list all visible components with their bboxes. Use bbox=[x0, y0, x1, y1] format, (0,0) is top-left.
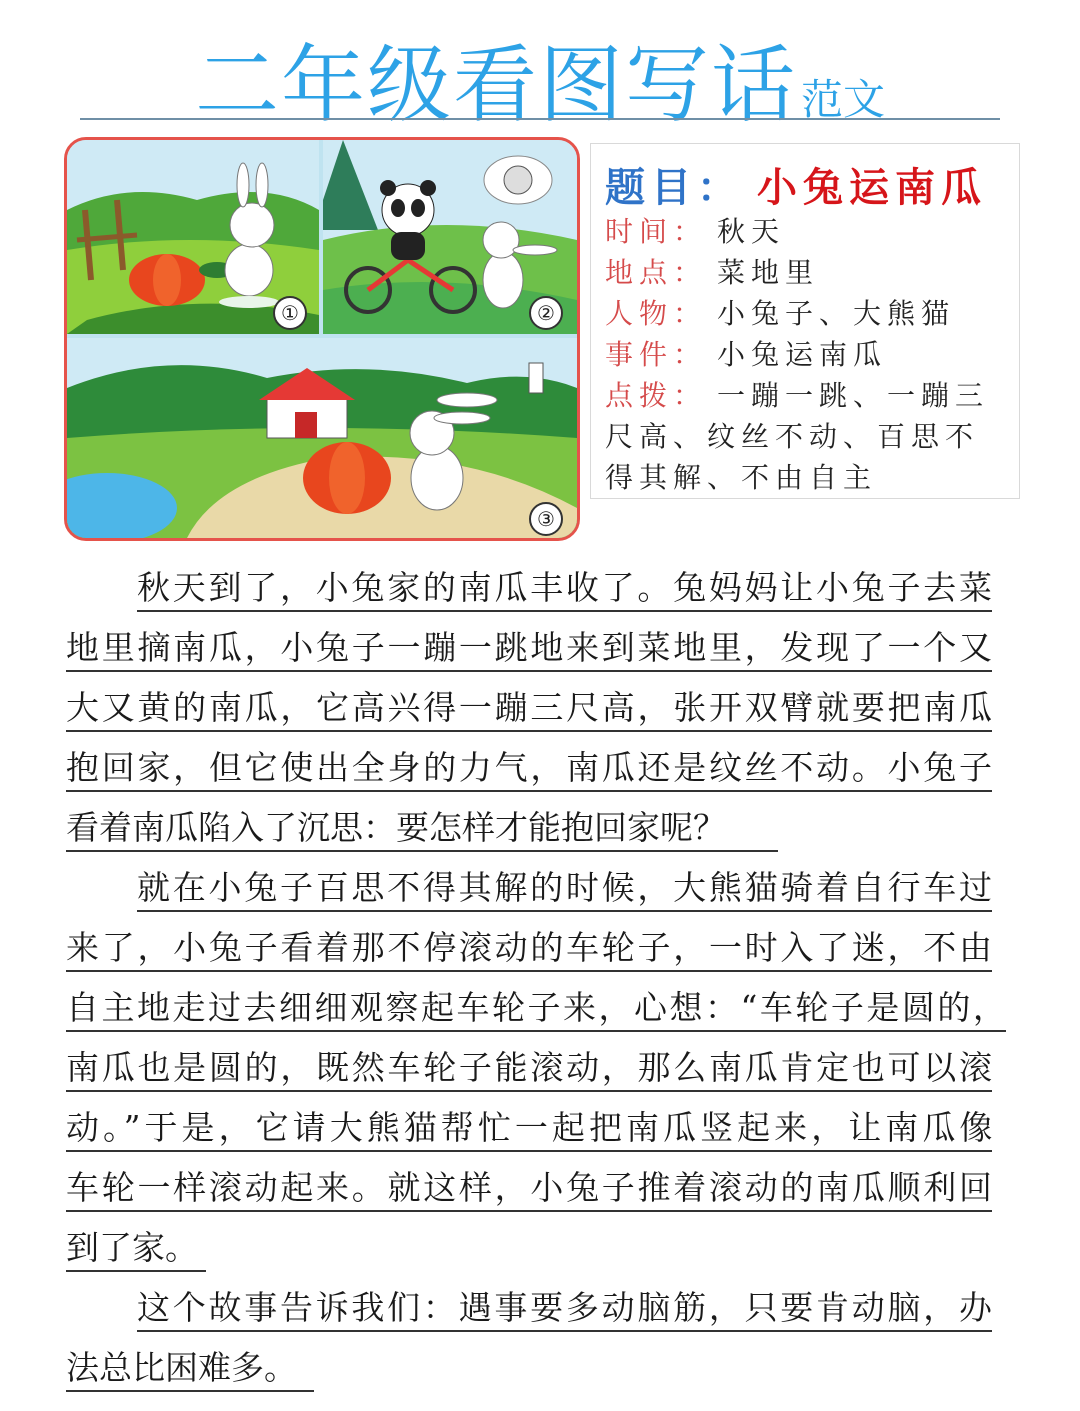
essay-text: 看着南瓜陷入了沉思：要怎样才能抱回家呢？ bbox=[66, 808, 726, 847]
info-value: 小兔子、大熊猫 bbox=[717, 297, 956, 330]
essay-line bbox=[66, 926, 995, 972]
essay-text: 南瓜也是圆的，既然车轮子能滚动，那么南瓜肯定也可以滚 bbox=[66, 1048, 995, 1087]
topic-value: 小兔运南瓜 bbox=[757, 164, 987, 211]
essay-text: 秋天到了，小兔家的南瓜丰收了。兔妈妈让小兔子去菜 bbox=[137, 568, 995, 607]
panel-2-panda-on-bicycle bbox=[323, 140, 577, 334]
info-value: 小兔运南瓜 bbox=[717, 338, 888, 371]
essay-text: 法总比困难多。 bbox=[66, 1348, 297, 1387]
essay-text: 就在小兔子百思不得其解的时候，大熊猫骑着自行车过 bbox=[137, 868, 995, 907]
topic-info-box bbox=[590, 143, 1020, 499]
title-divider bbox=[80, 118, 1000, 120]
essay-line bbox=[66, 1046, 995, 1092]
hint-label: 点拨： bbox=[605, 379, 708, 412]
essay-line bbox=[66, 626, 995, 672]
info-label: 人物： bbox=[605, 297, 708, 330]
topic-label: 题目： bbox=[605, 164, 743, 211]
info-row-time bbox=[605, 210, 785, 250]
essay-line bbox=[66, 746, 995, 792]
info-value: 菜地里 bbox=[717, 256, 820, 289]
essay-line bbox=[137, 566, 995, 612]
story-illustration bbox=[64, 137, 580, 541]
essay-text: 这个故事告诉我们：遇事要多动脑筋，只要肯动脑，办 bbox=[137, 1288, 995, 1327]
hint-first-line: 一蹦一跳、一蹦三 bbox=[717, 379, 990, 412]
info-label: 事件： bbox=[605, 338, 708, 371]
essay-line bbox=[66, 686, 995, 732]
essay-line bbox=[66, 986, 1009, 1032]
page-title bbox=[0, 18, 1080, 134]
title-subtitle: 范文 bbox=[801, 75, 886, 124]
essay-line bbox=[66, 1106, 997, 1152]
essay-line bbox=[66, 1346, 314, 1392]
essay-line bbox=[66, 806, 778, 852]
essay-line bbox=[66, 1166, 995, 1212]
title-main: 二年级看图写话 bbox=[194, 36, 797, 134]
panel-3-scene bbox=[67, 338, 577, 538]
info-value: 秋天 bbox=[717, 215, 786, 248]
panel-number-2: ② bbox=[529, 296, 563, 330]
hint-continuation: 尺高、纹丝不动、百思不 得其解、不由自主 bbox=[605, 420, 980, 494]
panel-number-3: ③ bbox=[529, 502, 563, 536]
info-label: 地点： bbox=[605, 256, 708, 289]
essay-text: 动。”于是，它请大熊猫帮忙一起把南瓜竖起来，让南瓜像 bbox=[66, 1108, 997, 1147]
essay-text: 自主地走过去细细观察起车轮子来，心想：“车轮子是圆的， bbox=[66, 988, 1009, 1027]
info-row-place bbox=[605, 251, 819, 291]
info-row-event bbox=[605, 333, 887, 373]
essay-text: 车轮一样滚动起来。就这样，小兔子推着滚动的南瓜顺利回 bbox=[66, 1168, 995, 1207]
panel-number-1: ① bbox=[273, 296, 307, 330]
essay-line bbox=[137, 866, 995, 912]
essay-line bbox=[137, 1286, 995, 1332]
info-row-characters bbox=[605, 292, 955, 332]
essay-text: 来了，小兔子看着那不停滚动的车轮子，一时入了迷，不由 bbox=[66, 928, 995, 967]
info-label: 时间： bbox=[605, 215, 708, 248]
essay-text: 到了家。 bbox=[66, 1228, 198, 1267]
topic-line bbox=[605, 156, 987, 213]
essay-line bbox=[66, 1226, 206, 1272]
essay-text: 抱回家，但它使出全身的力气，南瓜还是纹丝不动。小兔子 bbox=[66, 748, 995, 787]
essay-text: 地里摘南瓜，小兔子一蹦一跳地来到菜地里，发现了一个又 bbox=[66, 628, 995, 667]
panel-1-rabbit-finds-pumpkin bbox=[67, 140, 319, 334]
info-row-hint bbox=[605, 374, 989, 414]
panel-3-rabbit-rolls-pumpkin bbox=[67, 338, 577, 538]
essay-text: 大又黄的南瓜，它高兴得一蹦三尺高，张开双臂就要把南瓜 bbox=[66, 688, 995, 727]
